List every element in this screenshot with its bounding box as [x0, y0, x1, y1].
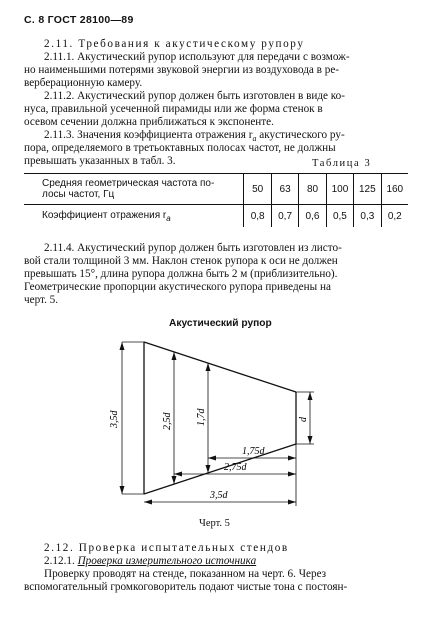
row-label-reflection-text: Коэффициент отражения r [42, 209, 167, 221]
horn-bottom-edge [144, 444, 296, 494]
label-d: d [298, 417, 309, 422]
para-2-11-3-line3: превышать указанных в табл. 3. [24, 155, 176, 167]
figure-title: Акустический рупор [169, 318, 272, 329]
reflection-cell: 0,2 [381, 205, 408, 228]
para-2-11-2-line2: нуса, правильной усеченной пирамиды или же форма стенок в [24, 103, 323, 115]
subscript-a: a [166, 213, 171, 223]
para-2-11-2-line1: 2.11.2. Акустический рупор должен быть изготовлен в виде ко- [44, 90, 345, 102]
freq-cell: 50 [244, 174, 271, 205]
arrowhead [144, 500, 152, 505]
table-row-reflection [24, 205, 408, 228]
arrowhead [208, 456, 216, 461]
section-2-12-1-title: Проверка измерительного источника [77, 555, 257, 567]
para-2-11-4-line4: Геометрические пропорции акустического рупора приведены на [24, 281, 331, 293]
para-2-11-4-line1: 2.11.4. Акустический рупор должен быть изготовлен из листо- [44, 242, 342, 254]
arrowhead [288, 500, 296, 505]
table-row-frequency [24, 174, 408, 205]
para-2-11-4-line5: черт. 5. [24, 294, 59, 306]
arrowhead [172, 476, 177, 484]
table-3 [24, 173, 408, 227]
label-3-5d-horizontal: 3,5d [210, 490, 228, 501]
para-2-11-4-line2: вой стали толщиной 3 мм. Наклон стенок рупора к оси не должен [24, 255, 338, 267]
arrowhead [308, 392, 313, 400]
row-label-reflection [24, 205, 244, 228]
para-2-11-1-line2: но наименьшими потерями звуковой энергии из воздуховода в ре- [24, 64, 340, 76]
para-2-11-1-line3: верберационную камеру. [24, 77, 143, 89]
row-label-frequency-line2: лосы частот, Гц [42, 189, 115, 200]
label-2-75d: 2,75d [224, 462, 247, 473]
section-2-12-1-number: 2.12.1. [44, 555, 78, 567]
row-label-frequency-line1: Средняя геометрическая частота по- [42, 178, 215, 189]
page-header: С. 8 ГОСТ 28100—89 [24, 14, 134, 26]
label-1-75d: 1,75d [242, 446, 265, 457]
freq-cell: 63 [271, 174, 298, 205]
table-3-caption: Таблица 3 [312, 158, 372, 169]
arrowhead [120, 486, 125, 494]
freq-cell: 160 [381, 174, 408, 205]
reflection-cell: 0,8 [244, 205, 271, 228]
para-2-11-2-line3: осевом сечении должна приближаться к экспоненте. [24, 116, 274, 128]
reflection-cell: 0,5 [326, 205, 353, 228]
arrowhead [120, 342, 125, 350]
freq-cell: 125 [354, 174, 381, 205]
label-3-5d-vertical: 3,5d [109, 410, 120, 428]
label-2-5d: 2,5d [162, 412, 173, 430]
subscript-a: a [252, 134, 257, 144]
freq-cell: 100 [326, 174, 353, 205]
reflection-cell: 0,6 [299, 205, 326, 228]
arrowhead [308, 436, 313, 444]
para-2-12-1-line1: Проверку проводят на стенде, показанном на черт. 6. Через [44, 568, 327, 580]
arrowhead [172, 352, 177, 360]
para-2-11-1-line1: 2.11.1. Акустический рупор используют для передачи с возмож- [44, 51, 350, 63]
freq-cell: 80 [299, 174, 326, 205]
reflection-cell: 0,3 [354, 205, 381, 228]
para-2-11-4-line3: превышать 15°, длина рупора должна быть 2 м (приблизительно). [24, 268, 338, 280]
figure-caption: Черт. 5 [199, 518, 230, 529]
arrowhead [288, 472, 296, 477]
arrowhead [288, 456, 296, 461]
section-2-12-title: 2.12. Проверка испытательных стендов [44, 542, 289, 554]
horn-drawing [100, 330, 340, 510]
para-2-11-3-text-b: акустического ру- [256, 129, 345, 141]
horn-top-edge [144, 342, 296, 392]
para-2-11-3-text-a: 2.11.3. Значения коэффициента отражения r [44, 129, 253, 141]
section-2-12-1-heading [44, 555, 256, 568]
reflection-cell: 0,7 [271, 205, 298, 228]
label-1-7d: 1,7d [196, 408, 207, 426]
para-2-12-1-line2: вспомогательный громкоговоритель подают чистые тона с постоян- [24, 581, 348, 593]
para-2-11-3-line2: пора, определяемого в третьоктавных полосах частот, не должны [24, 142, 336, 154]
arrowhead [174, 472, 182, 477]
section-2-11-title: 2.11. Требования к акустическому рупору [44, 38, 305, 50]
row-label-frequency [24, 174, 244, 205]
